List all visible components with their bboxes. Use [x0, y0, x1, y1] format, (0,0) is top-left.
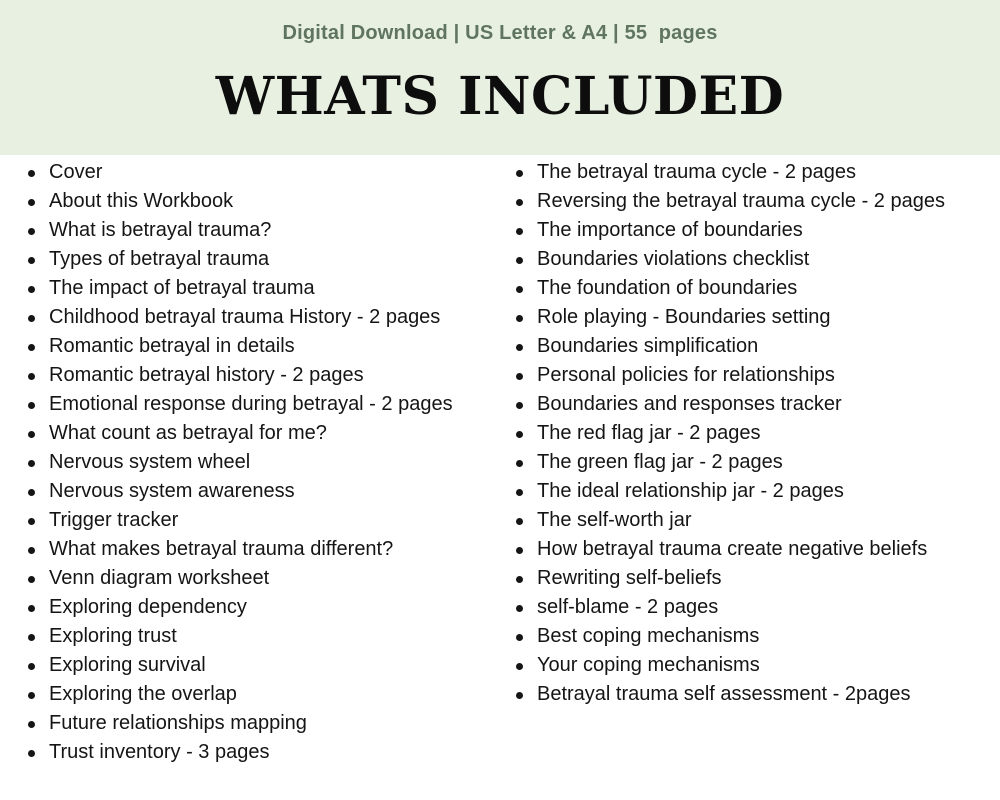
bullet-icon — [516, 489, 523, 496]
list-item-label: The ideal relationship jar - 2 pages — [537, 480, 844, 502]
list-item — [512, 535, 992, 564]
list-item-label: Personal policies for relationships — [537, 364, 835, 386]
list-item-label: Boundaries simplification — [537, 335, 759, 357]
list-item — [512, 651, 992, 680]
bullet-icon — [516, 199, 523, 206]
bullet-icon — [516, 460, 523, 467]
list-item-label: Role playing - Boundaries setting — [537, 306, 831, 328]
list-item — [24, 564, 494, 593]
list-item — [24, 477, 494, 506]
list-item — [24, 187, 494, 216]
list-item-label: Trust inventory - 3 pages — [49, 741, 270, 763]
bullet-icon — [28, 489, 35, 496]
bullet-icon — [516, 518, 523, 525]
bullet-icon — [28, 663, 35, 670]
list-item-label: What makes betrayal trauma different? — [49, 538, 394, 560]
list-item-label: Best coping mechanisms — [537, 625, 760, 647]
list-item-label: Your coping mechanisms — [537, 654, 760, 676]
list-item-label: Exploring survival — [49, 654, 206, 676]
list-item — [512, 477, 992, 506]
list-item-label: Romantic betrayal history - 2 pages — [49, 364, 364, 386]
list-item — [512, 680, 992, 709]
list-item — [512, 158, 992, 187]
list-item — [512, 506, 992, 535]
list-item-label: Exploring trust — [49, 625, 177, 647]
bullet-icon — [516, 402, 523, 409]
bullet-icon — [516, 547, 523, 554]
list-item-label: The betrayal trauma cycle - 2 pages — [537, 161, 857, 183]
bullet-icon — [28, 518, 35, 525]
list-item-label: The importance of boundaries — [537, 219, 803, 241]
contents-list-right — [512, 158, 992, 709]
list-item-label: Exploring the overlap — [49, 683, 237, 705]
bullet-icon — [28, 199, 35, 206]
list-item — [24, 274, 494, 303]
page-title: WHATS INCLUDED — [215, 66, 785, 127]
list-item — [512, 390, 992, 419]
header-band — [0, 0, 1000, 155]
list-item-label: Emotional response during betrayal - 2 pages — [49, 393, 453, 415]
bullet-icon — [28, 460, 35, 467]
list-item — [24, 535, 494, 564]
list-item — [512, 245, 992, 274]
list-item-label: Rewriting self-beliefs — [537, 567, 722, 589]
contents-list-left — [24, 158, 494, 767]
list-item — [24, 622, 494, 651]
list-item — [24, 448, 494, 477]
list-item-label: Venn diagram worksheet — [49, 567, 270, 589]
list-item — [512, 593, 992, 622]
bullet-icon — [516, 344, 523, 351]
list-item-label: Types of betrayal trauma — [49, 248, 270, 270]
bullet-icon — [516, 228, 523, 235]
list-item — [512, 187, 992, 216]
bullet-icon — [516, 286, 523, 293]
list-item-label: The impact of betrayal trauma — [49, 277, 315, 299]
list-item-label: Cover — [49, 161, 103, 183]
list-item — [512, 622, 992, 651]
bullet-icon — [516, 692, 523, 699]
list-item — [24, 158, 494, 187]
list-item — [24, 506, 494, 535]
list-item-label: Reversing the betrayal trauma cycle - 2 pages — [537, 190, 945, 212]
list-item — [24, 332, 494, 361]
list-item — [24, 680, 494, 709]
bullet-icon — [28, 228, 35, 235]
list-item-label: Romantic betrayal in details — [49, 335, 295, 357]
bullet-icon — [28, 721, 35, 728]
bullet-icon — [516, 576, 523, 583]
list-item-label: Boundaries violations checklist — [537, 248, 810, 270]
list-item — [24, 593, 494, 622]
bullet-icon — [28, 344, 35, 351]
list-item — [24, 303, 494, 332]
bullet-icon — [28, 547, 35, 554]
list-item-label: Exploring dependency — [49, 596, 247, 618]
bullet-icon — [28, 431, 35, 438]
subtitle: Digital Download | US Letter & A4 | 55 pages — [282, 22, 718, 44]
bullet-icon — [516, 663, 523, 670]
list-item-label: Childhood betrayal trauma History - 2 pages — [49, 306, 441, 328]
list-item — [24, 361, 494, 390]
list-item — [24, 709, 494, 738]
bullet-icon — [28, 750, 35, 757]
list-item-label: The green flag jar - 2 pages — [537, 451, 783, 473]
list-item-label: Boundaries and responses tracker — [537, 393, 842, 415]
list-item — [512, 564, 992, 593]
bullet-icon — [28, 402, 35, 409]
list-item — [512, 274, 992, 303]
list-item-label: What is betrayal trauma? — [49, 219, 272, 241]
list-item — [512, 216, 992, 245]
list-item-label: Future relationships mapping — [49, 712, 307, 734]
list-item — [512, 303, 992, 332]
list-item — [512, 332, 992, 361]
list-item-label: self-blame - 2 pages — [537, 596, 719, 618]
bullet-icon — [28, 692, 35, 699]
list-item-label: Nervous system wheel — [49, 451, 251, 473]
list-item — [24, 216, 494, 245]
bullet-icon — [28, 315, 35, 322]
bullet-icon — [516, 170, 523, 177]
bullet-icon — [28, 576, 35, 583]
list-item-label: Betrayal trauma self assessment - 2pages — [537, 683, 911, 705]
list-item-label: The self-worth jar — [537, 509, 692, 531]
list-item — [24, 245, 494, 274]
list-item-label: Nervous system awareness — [49, 480, 295, 502]
list-item — [24, 651, 494, 680]
list-item-label: About this Workbook — [49, 190, 234, 212]
list-item-label: The foundation of boundaries — [537, 277, 798, 299]
list-item — [512, 419, 992, 448]
list-item — [24, 738, 494, 767]
bullet-icon — [28, 373, 35, 380]
list-item-label: What count as betrayal for me? — [49, 422, 327, 444]
bullet-icon — [28, 257, 35, 264]
bullet-icon — [516, 605, 523, 612]
list-item — [24, 419, 494, 448]
bullet-icon — [516, 373, 523, 380]
list-item-label: How betrayal trauma create negative beliefs — [537, 538, 928, 560]
bullet-icon — [28, 170, 35, 177]
list-item — [24, 390, 494, 419]
bullet-icon — [28, 634, 35, 641]
bullet-icon — [516, 315, 523, 322]
bullet-icon — [28, 286, 35, 293]
bullet-icon — [516, 257, 523, 264]
bullet-icon — [516, 431, 523, 438]
list-item — [512, 361, 992, 390]
bullet-icon — [28, 605, 35, 612]
list-item-label: The red flag jar - 2 pages — [537, 422, 761, 444]
list-item — [512, 448, 992, 477]
list-item-label: Trigger tracker — [49, 509, 179, 531]
bullet-icon — [516, 634, 523, 641]
